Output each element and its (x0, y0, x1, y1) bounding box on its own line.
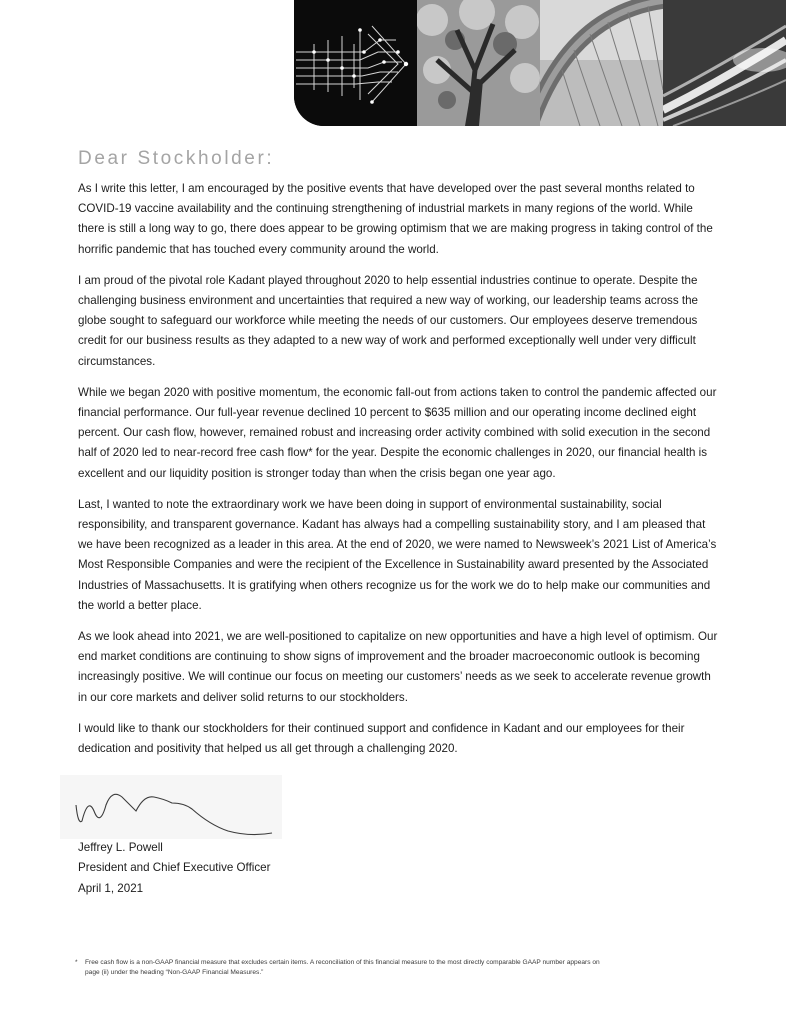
letter-paragraph: As we look ahead into 2021, we are well-positioned to capitalize on new opportunities and have a high level of optimism. Our end market conditions are continuing to show signs of improvement and the broader macroeconomic outlook is becoming increasingly positive. We will continue our focus on meeting our customers’ needs as we seek to accelerate revenue growth in our core markets and deliver solid returns to our stockholders. (78, 630, 718, 704)
bridge-arch-image (540, 0, 663, 126)
letter-date: April 1, 2021 (78, 881, 144, 895)
handwritten-signature (60, 775, 282, 839)
header-image-banner (294, 0, 786, 126)
letter-body (78, 179, 718, 770)
letter-paragraph: As I write this letter, I am encouraged by the positive events that have developed over the past several months related to COVID-19 vaccine availability and the continuing strengthening of industrial markets in many regions of the world. While there is still a long way to go, there does appear to be growing optimism that we are making progress in taking control of the horrific pandemic that has touched every community around the world. (78, 182, 713, 256)
light-streaks-image (663, 0, 786, 126)
footnote-text-continued: page (ii) under the heading “Non-GAAP Financial Measures.” (85, 969, 264, 976)
tree-canopy-image (417, 0, 540, 126)
signer-block (78, 838, 270, 899)
letter-paragraph: I am proud of the pivotal role Kadant played throughout 2020 to help essential industries continue to operate. Despite the challenging business environment and uncertainties that required a new way of working, our leadership teams across the globe sought to safeguard our workforce while meeting the needs of our customers. Our employees deserve tremendous credit for our business results as they adapted to a new way of work and performed exceptionally well under very difficult circumstances. (78, 273, 698, 368)
signer-name: Jeffrey L. Powell (78, 841, 163, 854)
circuit-arrow-image (294, 0, 417, 126)
signer-title: President and Chief Executive Officer (78, 861, 271, 875)
footnote (75, 958, 725, 978)
letter-paragraph: Last, I wanted to note the extraordinary work we have been doing in support of environmental sustainability, social responsibility, and transparent governance. Kadant has always had a compelling sustainability story, and I am pleased that we have been recognized as a leader in this area. At the end of 2020, we were named to Newsweek’s 2021 List of America’s Most Responsible Companies and were the recipient of the Excellence in Sustainability award presented by the Associated Industries of Massachusetts. It is gratifying when others recognize us for the work we do to help make our communities and the world a better place. (78, 497, 717, 612)
letter-paragraph: I would like to thank our stockholders for their continued support and confidence in Kadant and our employees for their dedication and positivity that helped us all get through a challenging 2020. (78, 721, 685, 756)
signature-image (60, 775, 282, 839)
letter-paragraph: While we began 2020 with positive momentum, the economic fall-out from actions taken to control the pandemic affected our financial performance. Our full-year revenue declined 10 percent to $635 million and our operating income declined eight percent. Our cash flow, however, remained robust and increasing order activity combined with solid execution in the second half of 2020 led to near-record free cash flow* for the year. Despite the economic challenges in 2020, our financial health is excellent and our liquidity position is stronger today than when the crisis began one year ago. (78, 385, 717, 480)
greeting-heading: Dear Stockholder: (78, 148, 275, 169)
footnote-mark: * (75, 959, 78, 966)
footnote-text: Free cash flow is a non-GAAP financial measure that excludes certain items. A reconciliation of this financial measure to the most directly comparable GAAP number appears on (85, 959, 600, 966)
